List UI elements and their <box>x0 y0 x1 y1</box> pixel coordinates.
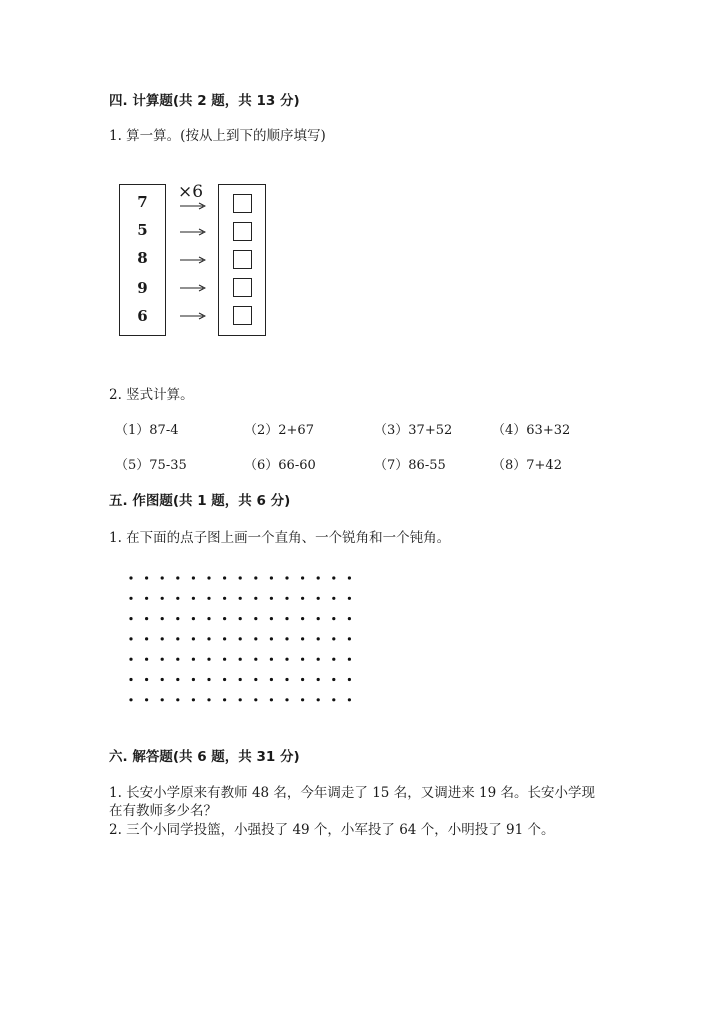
grid-dot <box>207 678 210 681</box>
grid-dot <box>207 597 210 600</box>
calc-item: （1）87-4 <box>115 423 179 438</box>
grid-dot <box>192 576 195 579</box>
grid-dot <box>176 698 179 701</box>
grid-dot <box>145 597 148 600</box>
grid-dot <box>348 617 351 620</box>
grid-dot <box>254 637 257 640</box>
grid-dot <box>192 617 195 620</box>
grid-dot <box>317 658 320 661</box>
grid-dot <box>254 576 257 579</box>
grid-dot <box>192 658 195 661</box>
grid-dot <box>129 597 132 600</box>
section4-heading: 四. 计算题(共 2 题，共 13 分) <box>109 93 300 109</box>
grid-dot <box>129 698 132 701</box>
grid-dot <box>254 698 257 701</box>
arrow-right-icon <box>180 311 206 321</box>
grid-dot <box>301 637 304 640</box>
grid-dot <box>332 698 335 701</box>
grid-dot <box>332 658 335 661</box>
grid-dot <box>254 617 257 620</box>
grid-dot <box>285 678 288 681</box>
calc-item: （4）63+32 <box>492 423 571 438</box>
grid-dot <box>129 658 132 661</box>
calc-item: （6）66-60 <box>244 458 316 473</box>
grid-dot <box>223 617 226 620</box>
grid-dot <box>317 617 320 620</box>
grid-dot <box>192 698 195 701</box>
grid-dot <box>301 617 304 620</box>
grid-dot <box>348 637 351 640</box>
grid-dot <box>301 678 304 681</box>
grid-dot <box>348 678 351 681</box>
answer-column <box>218 184 266 336</box>
arrow-right-icon <box>180 201 206 211</box>
drawing-instruction: 1. 在下面的点子图上画一个直角、一个锐角和一个钝角。 <box>109 530 451 546</box>
grid-dot <box>161 658 164 661</box>
grid-dot <box>129 637 132 640</box>
answer-box[interactable] <box>233 250 252 269</box>
grid-dot <box>348 597 351 600</box>
grid-dot <box>317 576 320 579</box>
input-number: 6 <box>137 307 148 325</box>
grid-dot <box>176 678 179 681</box>
grid-dot <box>239 658 242 661</box>
grid-dot <box>332 597 335 600</box>
grid-dot <box>270 576 273 579</box>
operator-label: ×6 <box>178 182 204 202</box>
grid-dot <box>161 698 164 701</box>
grid-dot <box>223 597 226 600</box>
grid-dot <box>145 678 148 681</box>
grid-dot <box>239 637 242 640</box>
grid-dot <box>270 698 273 701</box>
section6-heading: 六. 解答题(共 6 题，共 31 分) <box>109 749 300 765</box>
grid-dot <box>207 617 210 620</box>
calc-item: （2）2+67 <box>244 423 314 438</box>
grid-dot <box>317 698 320 701</box>
arrow-right-icon <box>180 283 206 293</box>
grid-dot <box>207 698 210 701</box>
grid-dot <box>301 658 304 661</box>
grid-dot <box>239 617 242 620</box>
calc-item: （7）86-55 <box>374 458 446 473</box>
grid-dot <box>176 597 179 600</box>
word-problem-2: 2. 三个小同学投篮，小强投了 49 个，小军投了 64 个，小明投了 91 个。 <box>109 822 555 838</box>
q1-instruction: 1. 算一算。(按从上到下的顺序填写) <box>109 128 326 144</box>
grid-dot <box>161 576 164 579</box>
grid-dot <box>223 576 226 579</box>
grid-dot <box>192 678 195 681</box>
grid-dot <box>285 658 288 661</box>
grid-dot <box>254 658 257 661</box>
grid-dot <box>332 576 335 579</box>
grid-dot <box>145 617 148 620</box>
answer-box[interactable] <box>233 194 252 213</box>
grid-dot <box>129 617 132 620</box>
grid-dot <box>285 698 288 701</box>
arrow-right-icon <box>180 227 206 237</box>
arrow-right-icon <box>180 255 206 265</box>
grid-dot <box>176 637 179 640</box>
grid-dot <box>270 678 273 681</box>
input-number: 8 <box>137 249 148 267</box>
answer-box[interactable] <box>233 306 252 325</box>
grid-dot <box>207 576 210 579</box>
answer-box[interactable] <box>233 278 252 297</box>
grid-dot <box>192 597 195 600</box>
calc-item: （5）75-35 <box>115 458 187 473</box>
grid-dot <box>207 658 210 661</box>
calc-item: （8）7+42 <box>492 458 562 473</box>
grid-dot <box>270 617 273 620</box>
grid-dot <box>332 637 335 640</box>
grid-dot <box>223 678 226 681</box>
grid-dot <box>285 576 288 579</box>
grid-dot <box>270 637 273 640</box>
grid-dot <box>223 698 226 701</box>
grid-dot <box>301 576 304 579</box>
grid-dot <box>348 576 351 579</box>
grid-dot <box>207 637 210 640</box>
grid-dot <box>270 658 273 661</box>
grid-dot <box>145 637 148 640</box>
answer-box[interactable] <box>233 222 252 241</box>
word-problem-1-line1: 1. 长安小学原来有教师 48 名，今年调走了 15 名，又调进来 19 名。长安小学现 <box>109 785 595 801</box>
grid-dot <box>161 597 164 600</box>
grid-dot <box>332 678 335 681</box>
grid-dot <box>301 597 304 600</box>
grid-dot <box>145 576 148 579</box>
grid-dot <box>223 637 226 640</box>
calc-item: （3）37+52 <box>374 423 453 438</box>
grid-dot <box>285 637 288 640</box>
grid-dot <box>161 678 164 681</box>
input-number: 7 <box>137 193 148 211</box>
grid-dot <box>317 637 320 640</box>
grid-dot <box>332 617 335 620</box>
grid-dot <box>301 698 304 701</box>
grid-dot <box>239 576 242 579</box>
grid-dot <box>223 658 226 661</box>
grid-dot <box>239 597 242 600</box>
grid-dot <box>161 637 164 640</box>
input-number: 9 <box>137 279 148 297</box>
grid-dot <box>285 597 288 600</box>
grid-dot <box>176 617 179 620</box>
grid-dot <box>317 678 320 681</box>
grid-dot <box>129 576 132 579</box>
word-problem-1-line2: 在有教师多少名？ <box>109 803 217 819</box>
grid-dot <box>254 678 257 681</box>
section5-heading: 五. 作图题(共 1 题，共 6 分) <box>109 493 291 509</box>
grid-dot <box>129 678 132 681</box>
grid-dot <box>145 698 148 701</box>
grid-dot <box>254 597 257 600</box>
input-number-column <box>119 184 166 336</box>
grid-dot <box>145 658 148 661</box>
grid-dot <box>176 576 179 579</box>
grid-dot <box>317 597 320 600</box>
grid-dot <box>270 597 273 600</box>
grid-dot <box>239 678 242 681</box>
input-number: 5 <box>137 221 148 239</box>
q2-instruction: 2. 竖式计算。 <box>109 387 194 403</box>
grid-dot <box>176 658 179 661</box>
grid-dot <box>161 617 164 620</box>
grid-dot <box>285 617 288 620</box>
grid-dot <box>239 698 242 701</box>
dot-grid[interactable] <box>124 571 374 706</box>
grid-dot <box>348 658 351 661</box>
grid-dot <box>192 637 195 640</box>
grid-dot <box>348 698 351 701</box>
